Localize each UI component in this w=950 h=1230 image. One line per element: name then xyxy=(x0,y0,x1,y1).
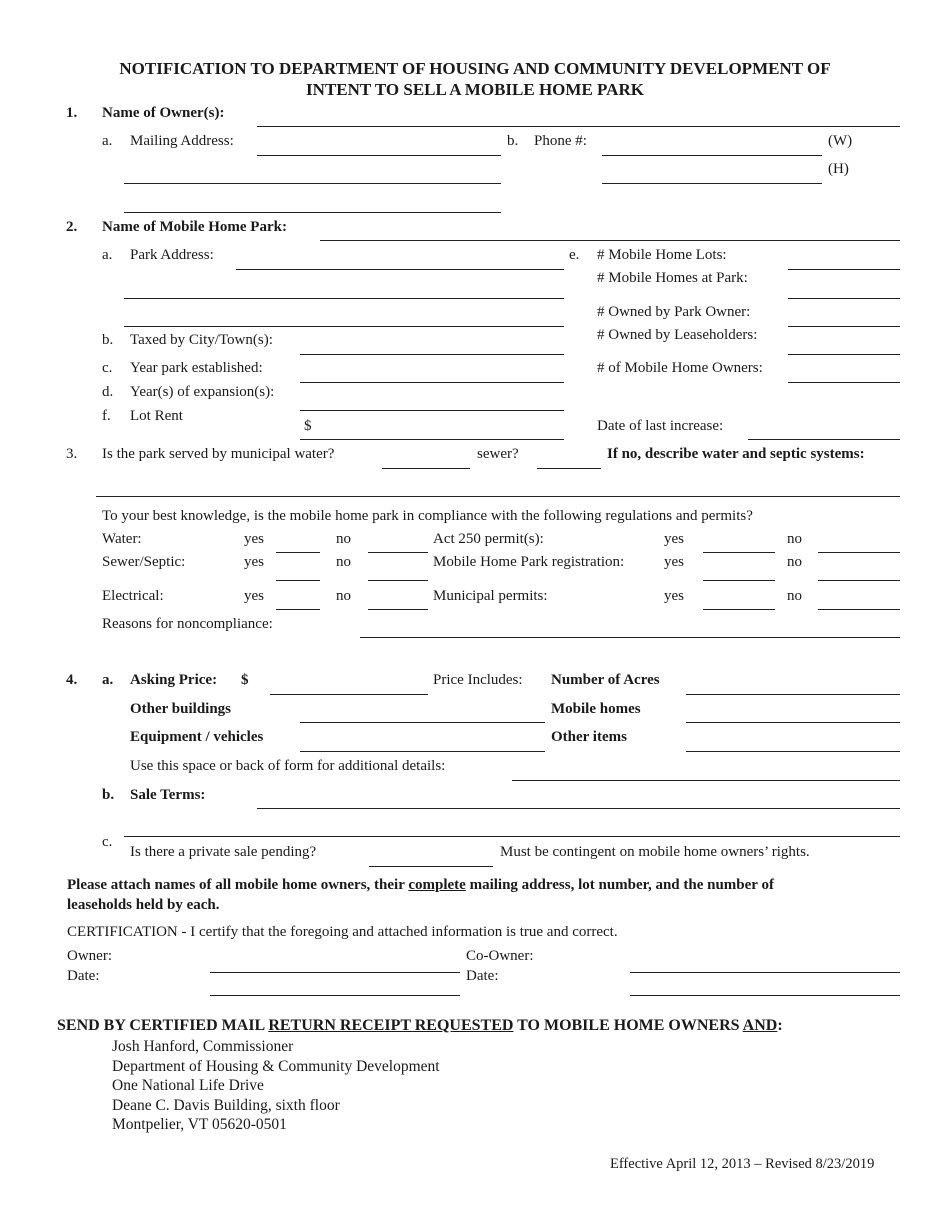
owned-by-leaseholders-label: # Owned by Leaseholders: xyxy=(597,327,758,343)
mobile-home-lots-field[interactable] xyxy=(788,269,900,270)
item-4c-marker: c. xyxy=(102,834,113,850)
address-line: Department of Housing & Community Development xyxy=(112,1057,440,1075)
owner-name-field[interactable] xyxy=(257,126,900,127)
sewer-septic-no-field[interactable] xyxy=(368,580,428,581)
owned-by-park-owner-label: # Owned by Park Owner: xyxy=(597,304,751,320)
additional-details-field[interactable] xyxy=(512,780,900,781)
year-established-label: Year park established: xyxy=(130,360,263,376)
sale-terms-line-2-field[interactable] xyxy=(124,836,900,837)
expansion-field[interactable] xyxy=(300,410,564,411)
sale-terms-field[interactable] xyxy=(257,808,900,809)
coowner-date-label: Date: xyxy=(466,968,499,984)
section-3-number: 3. xyxy=(66,446,78,462)
item-a-marker: a. xyxy=(102,133,113,149)
asking-price-field[interactable] xyxy=(270,694,428,695)
mailing-address-line-2-field[interactable] xyxy=(124,183,501,184)
send-and: AND xyxy=(742,1017,778,1034)
water-no-label: no xyxy=(336,531,351,547)
water-no-field[interactable] xyxy=(368,552,428,553)
sewer-field[interactable] xyxy=(537,468,601,469)
item-2c-marker: c. xyxy=(102,360,113,376)
mhp-registration-yes-field[interactable] xyxy=(703,580,775,581)
mobile-homes-at-park-label: # Mobile Homes at Park: xyxy=(597,270,748,286)
send-part-1: SEND BY CERTIFIED MAIL xyxy=(57,1017,269,1034)
mailing-address-label: Mailing Address: xyxy=(130,133,234,149)
certification-statement: CERTIFICATION - I certify that the foregoing and attached information is true and correct. xyxy=(67,924,618,940)
noncompliance-label: Reasons for noncompliance: xyxy=(102,616,273,632)
electrical-label: Electrical: xyxy=(102,588,164,604)
address-line: One National Life Drive xyxy=(112,1077,264,1094)
act250-yes-label: yes xyxy=(664,531,684,547)
item-b-marker: b. xyxy=(507,133,519,149)
water-label: Water: xyxy=(102,531,142,547)
mhp-registration-no-label: no xyxy=(787,554,802,570)
act250-no-field[interactable] xyxy=(818,552,900,553)
noncompliance-field[interactable] xyxy=(360,637,900,638)
sewer-septic-yes-field[interactable] xyxy=(276,580,320,581)
section-4-number: 4. xyxy=(66,672,78,688)
mhp-registration-yes-label: yes xyxy=(664,554,684,570)
act250-no-label: no xyxy=(787,531,802,547)
owner-date-field[interactable] xyxy=(210,995,460,996)
section-2-number: 2. xyxy=(66,219,78,235)
water-yes-field[interactable] xyxy=(276,552,320,553)
park-address-line-3-field[interactable] xyxy=(124,326,564,327)
sewer-septic-label: Sewer/Septic: xyxy=(102,554,186,570)
mobile-homes-label: Mobile homes xyxy=(551,701,641,717)
phone-home-label: (H) xyxy=(828,161,849,177)
mailing-address-line-3-field[interactable] xyxy=(124,212,501,213)
equipment-field[interactable] xyxy=(300,751,545,752)
compliance-intro: To your best knowledge, is the mobile home park in compliance with the following regulations and permits? xyxy=(102,508,753,524)
mhp-registration-no-field[interactable] xyxy=(818,580,900,581)
private-sale-question: Is there a private sale pending? xyxy=(130,844,317,860)
coowner-label: Co-Owner: xyxy=(466,948,534,964)
phone-home-field[interactable] xyxy=(602,183,822,184)
title-line-2: INTENT TO SELL A MOBILE HOME PARK xyxy=(306,80,644,99)
park-address-field[interactable] xyxy=(236,269,564,270)
sewer-label: sewer? xyxy=(477,446,519,462)
num-owners-field[interactable] xyxy=(788,382,900,383)
mobile-homes-field[interactable] xyxy=(686,722,900,723)
address-line: Josh Hanford, Commissioner xyxy=(112,1038,294,1055)
coowner-date-field[interactable] xyxy=(630,995,900,996)
electrical-yes-field[interactable] xyxy=(276,609,320,610)
lot-rent-label: Lot Rent xyxy=(130,408,183,424)
lot-rent-field[interactable] xyxy=(300,439,564,440)
other-buildings-label: Other buildings xyxy=(130,701,232,717)
other-items-field[interactable] xyxy=(686,751,900,752)
owner-label: Owner: xyxy=(67,948,112,964)
municipal-permits-label: Municipal permits: xyxy=(433,588,548,604)
owner-date-label: Date: xyxy=(67,968,100,984)
act250-yes-field[interactable] xyxy=(703,552,775,553)
municipal-water-question: Is the park served by municipal water? xyxy=(102,446,335,462)
number-of-acres-field[interactable] xyxy=(686,694,900,695)
water-yes-label: yes xyxy=(244,531,264,547)
describe-systems-field[interactable] xyxy=(96,496,900,497)
park-name-label: Name of Mobile Home Park: xyxy=(102,219,287,235)
last-increase-label: Date of last increase: xyxy=(597,418,724,434)
park-address-label: Park Address: xyxy=(130,247,214,263)
page-title xyxy=(0,58,950,100)
municipal-permits-no-field[interactable] xyxy=(818,609,900,610)
additional-details-label: Use this space or back of form for additional details: xyxy=(130,758,446,774)
asking-price-dollar: $ xyxy=(241,672,249,688)
attach-note-complete: complete xyxy=(408,877,466,893)
private-sale-field[interactable] xyxy=(369,866,493,867)
attach-note-line-1 xyxy=(67,878,774,893)
sale-terms-label: Sale Terms: xyxy=(130,787,206,803)
last-increase-field[interactable] xyxy=(748,439,900,440)
send-part-2: TO MOBILE HOME OWNERS xyxy=(513,1017,743,1034)
mailing-address-field[interactable] xyxy=(257,155,501,156)
attach-note-line-2: leaseholds held by each. xyxy=(67,897,220,913)
item-2f-marker: f. xyxy=(102,408,111,424)
park-name-field[interactable] xyxy=(320,240,900,241)
taxed-by-field[interactable] xyxy=(300,354,564,355)
sewer-septic-yes-label: yes xyxy=(244,554,264,570)
send-instructions xyxy=(57,1018,783,1034)
item-4b-marker: b. xyxy=(102,787,115,803)
item-2e-marker: e. xyxy=(569,247,580,263)
owner-name-label: Name of Owner(s): xyxy=(102,105,225,121)
item-2a-marker: a. xyxy=(102,247,113,263)
other-buildings-field[interactable] xyxy=(300,722,545,723)
mobile-home-lots-label: # Mobile Home Lots: xyxy=(597,247,727,263)
taxed-by-label: Taxed by City/Town(s): xyxy=(130,332,273,348)
municipal-permits-yes-field[interactable] xyxy=(703,609,775,610)
year-established-field[interactable] xyxy=(300,382,564,383)
item-2b-marker: b. xyxy=(102,332,114,348)
mhp-registration-label: Mobile Home Park registration: xyxy=(433,554,625,570)
attach-note-part-2: mailing address, lot number, and the number of xyxy=(465,877,774,893)
price-includes-label: Price Includes: xyxy=(433,672,523,688)
equipment-label: Equipment / vehicles xyxy=(130,729,264,745)
describe-systems-label: If no, describe water and septic systems: xyxy=(607,446,865,462)
address-line: Montpelier, VT 05620-0501 xyxy=(112,1116,287,1133)
electrical-no-field[interactable] xyxy=(368,609,428,610)
lot-rent-dollar: $ xyxy=(304,418,312,434)
expansion-label: Year(s) of expansion(s): xyxy=(130,384,275,400)
mobile-homes-at-park-field[interactable] xyxy=(788,298,900,299)
asking-price-label: Asking Price: xyxy=(130,672,218,688)
act250-label: Act 250 permit(s): xyxy=(433,531,544,547)
municipal-permits-no-label: no xyxy=(787,588,802,604)
item-2d-marker: d. xyxy=(102,384,114,400)
owned-by-park-owner-field[interactable] xyxy=(788,326,900,327)
municipal-water-field[interactable] xyxy=(382,468,470,469)
sewer-septic-no-label: no xyxy=(336,554,351,570)
number-of-acres-label: Number of Acres xyxy=(551,672,660,688)
owned-by-leaseholders-field[interactable] xyxy=(788,354,900,355)
phone-work-label: (W) xyxy=(828,133,853,149)
electrical-no-label: no xyxy=(336,588,351,604)
send-colon: : xyxy=(777,1017,783,1034)
send-rrr: RETURN RECEIPT REQUESTED xyxy=(268,1017,514,1034)
other-items-label: Other items xyxy=(551,729,627,745)
contingent-note: Must be contingent on mobile home owners’ rights. xyxy=(500,844,810,860)
title-line-1: NOTIFICATION TO DEPARTMENT OF HOUSING AND COMMUNITY DEVELOPMENT OF xyxy=(119,59,831,78)
coowner-signature-field[interactable] xyxy=(630,972,900,973)
attach-note-part-1: Please attach names of all mobile home owners, their xyxy=(67,877,409,893)
num-owners-label: # of Mobile Home Owners: xyxy=(597,360,763,376)
electrical-yes-label: yes xyxy=(244,588,264,604)
owner-signature-field[interactable] xyxy=(210,972,460,973)
address-line: Deane C. Davis Building, sixth floor xyxy=(112,1096,340,1114)
phone-work-field[interactable] xyxy=(602,155,822,156)
mailing-address-block xyxy=(112,1037,440,1135)
phone-label: Phone #: xyxy=(534,133,587,149)
municipal-permits-yes-label: yes xyxy=(664,588,684,604)
park-address-line-2-field[interactable] xyxy=(124,298,564,299)
section-1-number: 1. xyxy=(66,105,78,121)
revision-footer: Effective April 12, 2013 – Revised 8/23/2019 xyxy=(610,1156,875,1172)
item-4a-marker: a. xyxy=(102,672,114,688)
